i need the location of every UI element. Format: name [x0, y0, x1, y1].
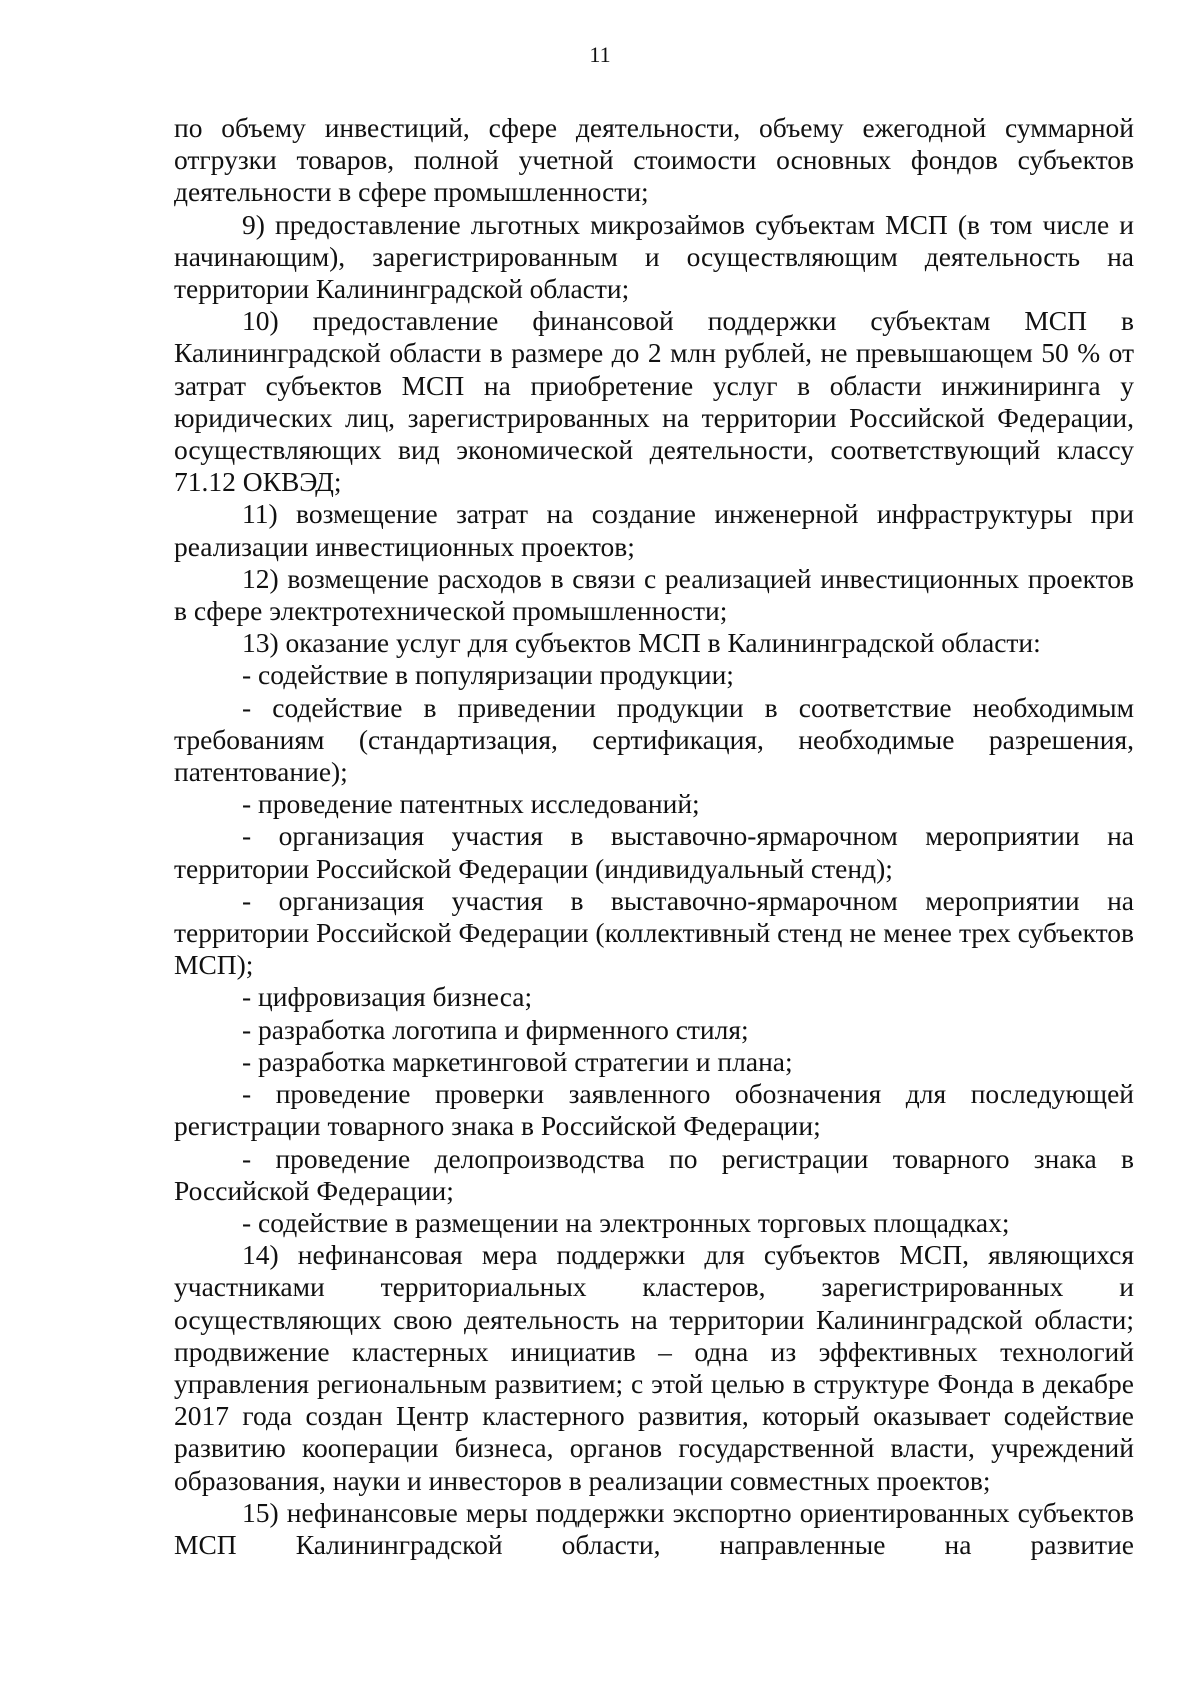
- sub-item-trademark-registration: - проведение делопроизводства по регистрации товарного знака в Российской Федерации;: [174, 1142, 1134, 1206]
- sub-item-compliance: - содействие в приведении продукции в соответствие необходимым требованиям (стандартизация, сертификация, необходимые разрешения, патентование);: [174, 691, 1134, 788]
- list-item-15: 15) нефинансовые меры поддержки экспортно ориентированных субъектов МСП Калининградской области, направленные на развитие: [174, 1496, 1134, 1560]
- sub-item-individual-stand: - организация участия в выставочно-ярмарочном мероприятии на территории Российской Федерации (индивидуальный стенд);: [174, 820, 1134, 884]
- sub-item-popularization: - содействие в популяризации продукции;: [242, 659, 734, 691]
- sub-item-collective-stand: - организация участия в выставочно-ярмарочном мероприятии на территории Российской Федерации (коллективный стенд не менее трех субъектов МСП);: [174, 884, 1134, 981]
- document-body: [174, 112, 1134, 1561]
- sub-item-logo-design: - разработка логотипа и фирменного стиля;: [242, 1013, 749, 1045]
- list-item-9: 9) предоставление льготных микрозаймов субъектам МСП (в том числе и начинающим), зарегистрированным и осуществляющим деятельность на территории Калининградской области;: [174, 208, 1134, 305]
- sub-item-marketing-strategy: - разработка маркетинговой стратегии и плана;: [242, 1045, 793, 1077]
- list-item-11: 11) возмещение затрат на создание инженерной инфраструктуры при реализации инвестиционных проектов;: [174, 498, 1134, 562]
- sub-item-digitalization: - цифровизация бизнеса;: [242, 981, 533, 1013]
- sub-item-marketplaces: - содействие в размещении на электронных торговых площадках;: [242, 1206, 1010, 1238]
- page-number: 11: [589, 42, 611, 67]
- list-item-13: 13) оказание услуг для субъектов МСП в Калининградской области:: [242, 627, 1041, 659]
- paragraph-continuation: по объему инвестиций, сфере деятельности, объему ежегодной суммарной отгрузки товаров, полной учетной стоимости основных фондов субъектов деятельности в сфере промышленности;: [174, 112, 1134, 208]
- list-item-12: 12) возмещение расходов в связи с реализацией инвестиционных проектов в сфере электротехнической промышленности;: [174, 562, 1134, 627]
- list-item-14: 14) нефинансовая мера поддержки для субъектов МСП, являющихся участниками территориальных кластеров, зарегистрированных и осуществляющих свою деятельность на территории Калининградской области; продвижение кластерных инициатив – одна из эффективных технологий управления региональным развитием; с этой целью в структуре Фонда в декабре 2017 года создан Центр кластерного развития, который оказывает содействие развитию кооперации бизнеса, органов государственной власти, учреждений образования, науки и инвесторов в реализации совместных проектов;: [174, 1239, 1134, 1496]
- list-item-10: 10) предоставление финансовой поддержки субъектам МСП в Калининградской области в размере до 2 млн рублей, не превышающем 50 % от затрат субъектов МСП на приобретение услуг в области инжиниринга у юридических лиц, зарегистрированных на территории Российской Федерации, осуществляющих вид экономической деятельности, соответствующий классу 71.12 ОКВЭД;: [174, 305, 1134, 498]
- sub-item-patent-research: - проведение патентных исследований;: [242, 788, 700, 820]
- sub-item-trademark-check: - проведение проверки заявленного обозначения для последующей регистрации товарного знака в Российской Федерации;: [174, 1078, 1134, 1142]
